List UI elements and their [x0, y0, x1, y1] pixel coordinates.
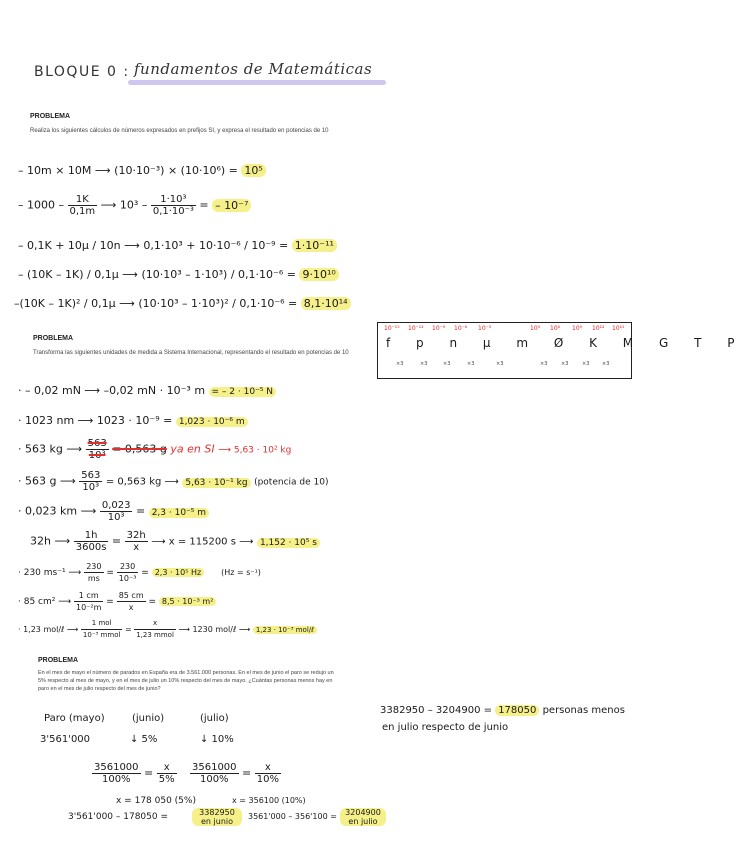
fraction: $\frac{3561000}{100\%}$ [94, 762, 139, 785]
calc-line-4 [18, 268, 339, 281]
convert-answer: ⟶ 5,63 · 10² kg [218, 445, 292, 456]
x-julio: x = 356100 (10%) [232, 796, 306, 805]
final-answer-line-1: 3382950 – 3204900 = 178050 personas menos [380, 705, 625, 716]
table-value-julio: ↓ 10% [200, 734, 234, 745]
prefix-letters: f p n μ m Ø K M G T P [386, 336, 745, 350]
calc-answer: 9·10¹⁰ [299, 268, 338, 281]
problem-prompt-2: Transforma las siguientes unidades de medida a Sistema Internacional, representando el resultado en potencias de 10 [33, 350, 349, 356]
fraction: $\frac{563}{\text{10³}}$ [81, 470, 101, 493]
convert-answer: 8,5 · 10⁻³ m² [159, 597, 217, 606]
problem-label-1: PROBLEMA [30, 113, 71, 120]
fraction: $\frac{32h}{x}$ [126, 530, 146, 553]
prefix-power: 10⁻³ [478, 325, 492, 332]
fraction: $\frac{x}{\text{1,23 mmol}}$ [136, 619, 174, 639]
fraction: $\frac{230}{ms}$ [86, 562, 102, 583]
problem-prompt-1: Realiza los siguientes cálculos de números expresados en prefijos SI, y expresa el resultado en potencias de 10 [30, 128, 329, 134]
fraction: $\frac{230}{\text{10⁻³}}$ [118, 562, 137, 583]
fraction: $\frac{1 cm}{\text{10⁻²m}}$ [76, 591, 102, 612]
calc-expression: – (10K – 1K) / 0,1μ ⟶ (10·10³ – 1·10³) / 0,1·10⁻⁶ = [18, 268, 296, 281]
prefix-power: 10³ [530, 325, 541, 332]
calc-expression: – 1000 – [18, 198, 64, 212]
table-header-junio: (junio) [132, 713, 165, 724]
fraction: $\frac{x}{5\%}$ [158, 762, 175, 785]
prefix-step: ×3 [420, 361, 428, 367]
result-junio-value: 3382950 en junio [192, 808, 242, 826]
prefix-power: 10¹² [592, 325, 605, 332]
calc-line-3 [18, 239, 337, 252]
prefix-step: ×3 [561, 361, 569, 367]
calc-answer: 10⁵ [241, 164, 265, 177]
prefix-power: 10⁻¹² [408, 325, 424, 332]
prefix-step: ×3 [496, 361, 504, 367]
calc-expression: –(10K – 1K)² / 0,1μ ⟶ (10·10³ – 1·10³)² / 0,1·10⁻⁶ = [14, 297, 298, 310]
si-prefix-box [377, 322, 745, 379]
block-title: BLOQUE 0 : [34, 64, 130, 80]
calc-answer: 1·10⁻¹¹ [292, 239, 337, 252]
prefix-power: 10⁻⁶ [454, 325, 468, 332]
proportion-junio: $\frac{3561000}{100\%}$ = $\frac{x}{5\%}$ [94, 762, 175, 785]
convert-line-9: · 1,23 mol/ℓ ⟶ $\frac{\text{1 mol}}{\text{10⁻³ mmol}}$ = $\frac{x}{\text{1,23 mmol}}$ ⟶ 1230 mol/ℓ ⟶ 1,23 · 10⁻³ mol/ℓ [18, 618, 317, 641]
convert-line-6: 32h ⟶ $\frac{1h}{3600s}$ = $\frac{32h}{x}$ ⟶ x = 115200 s ⟶ 1,152 · 10⁵ s [30, 530, 320, 553]
convert-answer: 1,23 · 10⁻³ mol/ℓ [253, 626, 317, 634]
result-junio: 3'561'000 – 178050 = [68, 812, 169, 822]
fraction: $\frac{3561000}{100\%}$ [192, 762, 237, 785]
convert-answer: 1,023 · 10⁻⁶ m [176, 417, 248, 427]
calc-expression: – 10m × 10M ⟶ (10·10⁻³) × (10·10⁶) = [18, 164, 238, 177]
problem-label-2: PROBLEMA [33, 335, 74, 342]
convert-line-1: · – 0,02 mN ⟶ –0,02 mN · 10⁻³ m = – 2 · 10⁻⁵ N [18, 384, 276, 397]
convert-line-7: · 230 ms⁻¹ ⟶ $\frac{230}{ms}$ = $\frac{230}{\text{10⁻³}}$ = 2,3 · 10⁵ Hz (Hz = s⁻¹) [18, 562, 261, 583]
convert-answer: 5,63 · 10⁻¹ kg [182, 478, 250, 488]
prefix-power: 10⁶ [550, 325, 561, 332]
convert-line-8: · 85 cm² ⟶ $\frac{1 cm}{\text{10⁻²m}}$ = $\frac{85 cm}{x}$ = 8,5 · 10⁻³ m² [18, 590, 216, 613]
convert-line-5: · 0,023 km ⟶ $\frac{0,023}{\text{10³}}$ = 2,3 · 10⁻⁵ m [18, 500, 209, 523]
convert-answer: 1,152 · 10⁵ s [257, 538, 320, 548]
problem-label-3: PROBLEMA [38, 657, 79, 664]
prefix-power: 10⁻¹⁵ [384, 325, 400, 332]
proportion-julio: $\frac{3561000}{100\%}$ = $\frac{x}{10\%}$ [192, 762, 279, 785]
table-header-julio: (julio) [200, 713, 229, 724]
correction-note: ya en SI [170, 442, 215, 456]
table-header-mayo: Paro (mayo) [44, 713, 105, 724]
fraction: $\frac{85 cm}{x}$ [118, 591, 144, 612]
title-highlight [128, 80, 386, 85]
prefix-step: ×3 [582, 361, 590, 367]
fraction: $\frac{1K}{0,1m}$ [69, 194, 96, 217]
convert-answer: 2,3 · 10⁻⁵ m [149, 508, 209, 518]
convert-line-4: · 563 g ⟶ $\frac{563}{\text{10³}}$ = 0,563 kg ⟶ 5,63 · 10⁻¹ kg (potencia de 10) [18, 470, 329, 493]
fraction: $\frac{x}{10\%}$ [256, 762, 279, 785]
fraction: $\frac{\text{1 mol}}{\text{10⁻³ mmol}}$ [82, 619, 121, 639]
final-answer-line-2: en julio respecto de junio [382, 722, 509, 733]
prefix-step: ×3 [443, 361, 451, 367]
calc-answer: – 10⁻⁷ [212, 199, 251, 212]
prefix-step: ×3 [396, 361, 404, 367]
x-junio: x = 178 050 (5%) [116, 796, 196, 806]
prefix-power: 10¹⁵ [612, 325, 625, 332]
fraction: $\frac{0,023}{\text{10³}}$ [101, 500, 131, 523]
fraction: $\frac{\text{1·10³}}{\text{0,1·10⁻³}}$ [152, 194, 194, 217]
fraction: $\frac{563}{\text{10³}}$ [87, 438, 107, 461]
prefix-power: 10⁹ [572, 325, 583, 332]
prefix-power: 10⁻⁹ [432, 325, 446, 332]
calc-answer: 8,1·10¹⁴ [301, 297, 351, 310]
result-julio-value: 3204900 en julio [340, 808, 386, 826]
convert-line-2: · 1023 nm ⟶ 1023 · 10⁻⁹ = 1,023 · 10⁻⁶ m [18, 414, 248, 427]
problem-prompt-3: En el mes de mayo el número de parados en España era de 3.561.000 personas. En el mes de junio el paro se redujo un 5% respecto al mes de mayo, y en el mes de julio un 10% respecto del mes de mayo. ¿Cuántas personas menos hay en paro en el mes de julio respecto del mes de junio? [38, 670, 334, 692]
calc-line-5 [14, 297, 351, 310]
prefix-step: ×3 [467, 361, 475, 367]
result-julio: 3561'000 – 356'100 = [248, 812, 337, 821]
table-value-mayo: 3'561'000 [40, 734, 91, 745]
convert-line-3: · 563 kg ⟶ $\frac{563}{\text{10³}}$ = 0,563 g ya en SI ⟶ 5,63 · 10² kg [18, 438, 292, 461]
prefix-step: ×3 [540, 361, 548, 367]
fraction: $\frac{1h}{3600s}$ [75, 530, 107, 553]
convert-answer: = – 2 · 10⁻⁵ N [209, 387, 276, 397]
prefix-step: ×3 [602, 361, 610, 367]
convert-answer: 2,3 · 10⁵ Hz [152, 568, 205, 577]
calc-expression: – 0,1K + 10μ / 10n ⟶ 0,1·10³ + 10·10⁻⁶ / 10⁻⁹ = [18, 239, 289, 252]
block-topic: fundamentos de Matemáticas [134, 60, 373, 78]
table-value-junio: ↓ 5% [130, 734, 158, 745]
calc-expression: ⟶ 10³ – [100, 198, 148, 212]
calc-line-2: – 1000 – $\frac{1K}{0,1m}$ ⟶ 10³ – $\frac{\text{1·10³}}{\text{0,1·10⁻³}}$ = – 10⁻⁷ [18, 194, 251, 217]
calc-line-1 [18, 164, 266, 177]
